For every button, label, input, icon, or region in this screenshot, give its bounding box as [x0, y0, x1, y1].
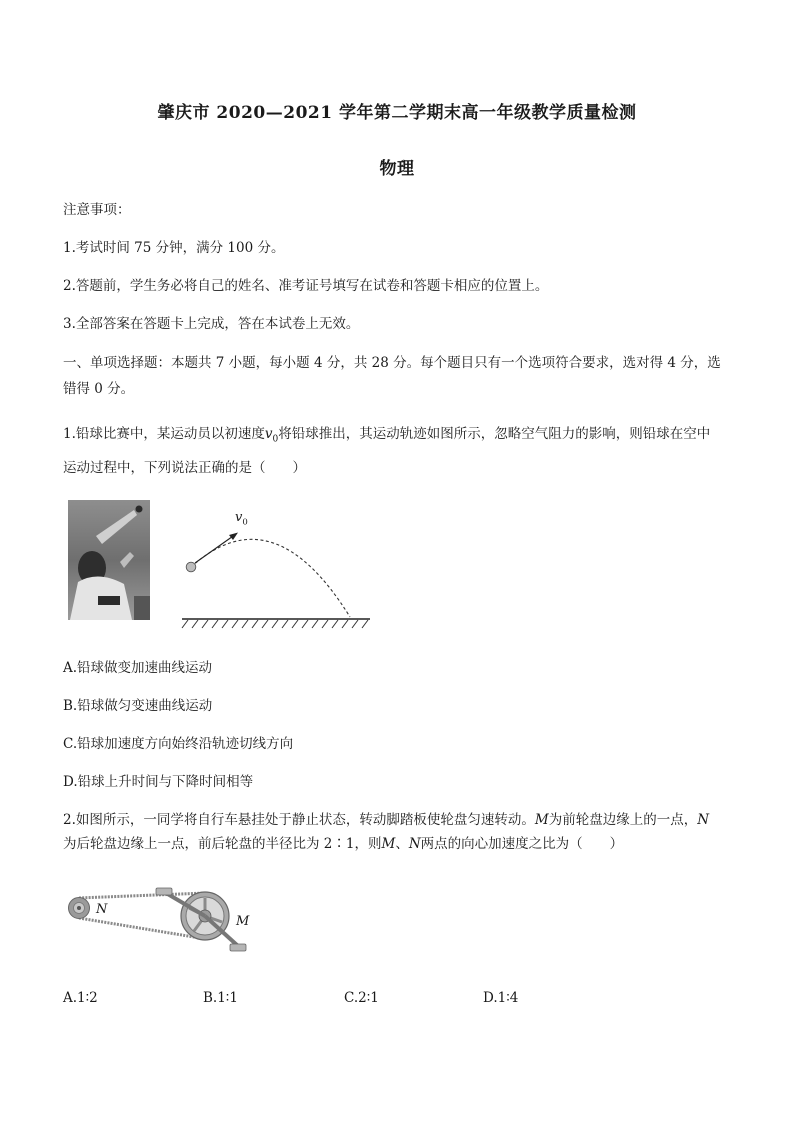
exam-title: 肇庆市 2020—2021 学年第二学期末高一年级教学质量检测	[157, 103, 637, 123]
q1-option-a[interactable]: A.铅球做变加速曲线运动	[63, 660, 213, 676]
q2-M-var-2: M	[381, 836, 396, 852]
q2-N-var: N	[697, 812, 710, 828]
q1-option-c[interactable]: C.铅球加速度方向始终沿轨迹切线方向	[63, 736, 294, 752]
q2-stem-d: 两点的向心加速度之比为（ ）	[420, 836, 624, 852]
q2-stem-sep: 、	[395, 836, 409, 852]
q1-v0-sub: 0	[272, 434, 279, 445]
trajectory-diagram	[178, 508, 374, 634]
subject-title: 物理	[379, 159, 415, 179]
q2-N-var-2: N	[408, 836, 421, 852]
q2-M-var: M	[534, 812, 549, 828]
q2-option-b[interactable]: B.1∶1	[203, 990, 238, 1006]
q1-stem-line2: 运动过程中，下列说法正确的是（ ）	[63, 460, 306, 476]
q1-stem-line1	[63, 421, 710, 453]
note-item-3: 3.全部答案在答题卡上完成，答在本试卷上无效。	[63, 316, 360, 332]
label-M: M	[236, 914, 250, 929]
q1-stem-post: 将铅球推出，其运动轨迹如图所示，忽略空气阻力的影响，则铅球在空中	[278, 426, 711, 442]
q2-stem-line2	[63, 831, 623, 857]
section1-line1: 一、单项选择题：本题共 7 小题，每小题 4 分，共 28 分。每个题目只有一个选项符合要求，选对得 4 分，选	[63, 355, 721, 371]
q2-stem-line1	[63, 807, 709, 833]
q1-option-d[interactable]: D.铅球上升时间与下降时间相等	[63, 774, 254, 790]
q2-option-d[interactable]: D.1∶4	[483, 990, 519, 1006]
q2-option-a[interactable]: A.1∶2	[63, 990, 98, 1006]
q2-stem-b: 为前轮盘边缘上的一点，	[548, 812, 698, 828]
q1-option-b[interactable]: B.铅球做匀变速曲线运动	[63, 698, 213, 714]
q2-stem-a: 2.如图所示，一同学将自行车悬挂处于静止状态，转动脚踏板使轮盘匀速转动。	[63, 812, 535, 828]
label-N: N	[96, 902, 108, 917]
section1-line2: 错得 0 分。	[63, 381, 135, 397]
q2-option-c[interactable]: C.2∶1	[344, 990, 379, 1006]
q1-v0-symbol: v	[264, 426, 273, 442]
chain-drive-diagram	[60, 880, 260, 960]
q1-stem-pre: 1.铅球比赛中，某运动员以初速度	[63, 426, 265, 442]
notes-heading: 注意事项：	[63, 202, 131, 218]
v0-label-symbol: v	[235, 510, 243, 525]
q2-stem-c: 为后轮盘边缘上一点，前后轮盘的半径比为 2∶1，则	[63, 836, 382, 852]
note-item-2: 2.答题前，学生务必将自己的姓名、准考证号填写在试卷和答题卡相应的位置上。	[63, 278, 549, 294]
shot-putter-photo	[68, 500, 150, 620]
v0-label	[235, 510, 248, 528]
v0-label-sub: 0	[242, 517, 248, 528]
note-item-1: 1.考试时间 75 分钟，满分 100 分。	[63, 240, 285, 256]
